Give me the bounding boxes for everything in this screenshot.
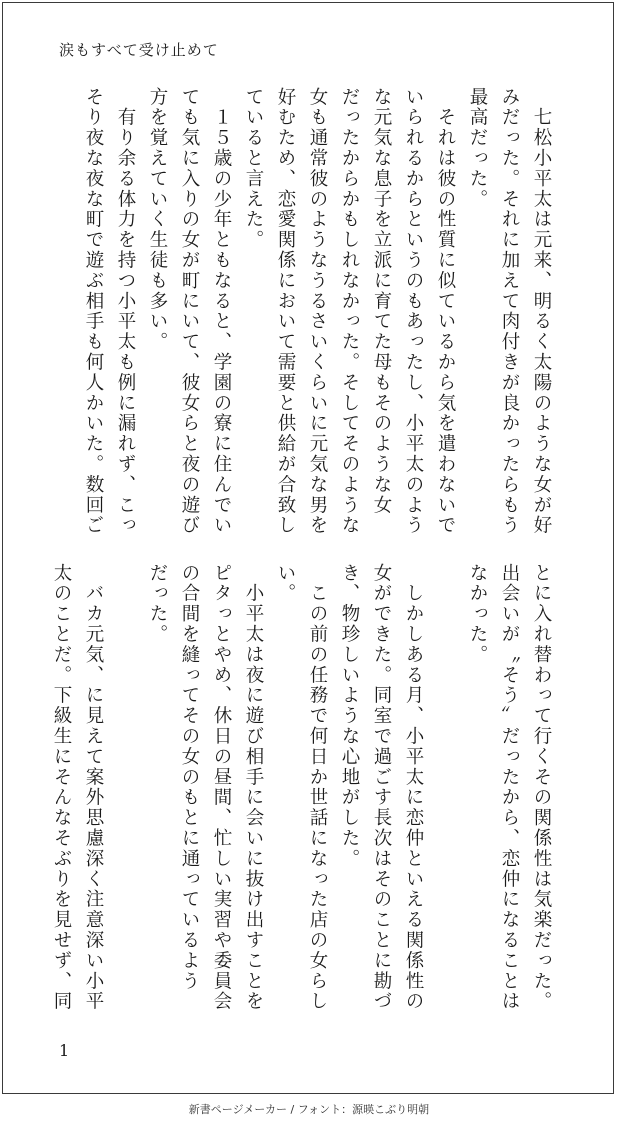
text-line: それは彼の性質に似ているから気を遣わないで [435, 87, 456, 536]
text-line: の合間を縫ってその女のもとに通っているよう [179, 563, 200, 992]
text-line: そり夜な夜な町で遊ぶ相手も何人かいた。数回ご [83, 87, 104, 536]
text-line: この前の任務で何日か世話になった店の女らし [307, 563, 328, 1012]
text-line: 方を覚えていく生徒も多い。 [147, 87, 168, 353]
text-line [429, 563, 461, 1023]
text-line: 女ができた。同室で過ごす長次はそのことに勘づ [371, 563, 392, 1012]
text-line: だったからかもしれなかった。そしてそのような [339, 87, 360, 536]
page-number: 1 [59, 1041, 70, 1060]
text-line: い。 [275, 563, 296, 604]
text-line: 七松小平太は元来、明るく太陽のような女が好 [531, 87, 552, 536]
page-frame [2, 2, 614, 1094]
text-line: 女も通常彼のようなうるさいくらいに元気な男を [307, 87, 328, 536]
text-line: みだった。それに加えて肉付きが良かったらもう [499, 87, 520, 536]
text-line: き、物珍しいような心地がした。 [339, 563, 360, 869]
text-line: 太のことだ。下級生にそんなそぶりを見せず、同 [51, 563, 72, 1012]
text-line: １５歳の少年ともなると、学園の寮に住んでい [211, 87, 232, 536]
text-line [109, 563, 141, 1023]
text-line: ピタっとやめ、休日の昼間、忙しい実習や委員会 [211, 563, 232, 1012]
text-line: なかった。 [467, 563, 488, 665]
text-line: 出会いが〝そう〟だったから、恋仲になることは [499, 563, 520, 1012]
text-line: バカ元気、に見えて案外思慮深く注意深い小平 [83, 563, 104, 1012]
text-line: いられるからというのもあったし、小平太のよう [403, 87, 424, 536]
text-line: 最高だった。 [467, 87, 488, 210]
generator-credit: 新書ページメーカー / フォント：源暎こぶり明朝 [188, 1103, 430, 1116]
text-line: しかしある月、小平太に恋仲といえる関係性の [403, 563, 424, 1012]
lower-text-block [45, 563, 557, 1023]
upper-text-block [77, 87, 557, 537]
text-line: 好むため、恋愛関係において需要と供給が合致し [275, 87, 296, 536]
text-line: 小平太は夜に遊び相手に会いに抜け出すことを [243, 563, 264, 1012]
text-line: だった。 [147, 563, 168, 645]
text-line: な元気な息子を立派に育てた母もそのような女 [371, 87, 392, 516]
text-line: とに入れ替わって行くその関係性は気楽だった。 [531, 563, 552, 1012]
text-line: 有り余る体力を持つ小平太も例に漏れず、こっ [115, 87, 136, 536]
book-title: 涙もすべて受け止めて [59, 41, 219, 59]
text-line: ていると言えた。 [243, 87, 264, 251]
text-line: ても気に入りの女が町にいて、彼女らと夜の遊び [179, 87, 200, 536]
